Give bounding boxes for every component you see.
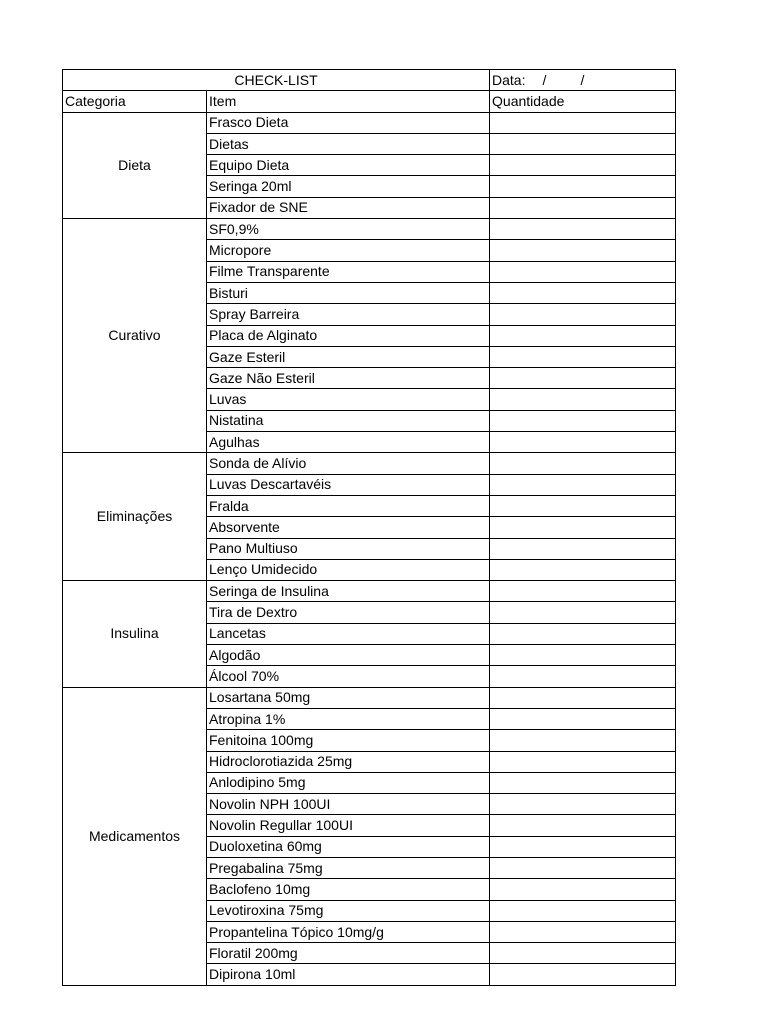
item-row bbox=[63, 687, 676, 708]
checklist-title: CHECK-LIST bbox=[63, 70, 490, 91]
checklist-table bbox=[62, 69, 676, 986]
quantity-cell[interactable] bbox=[490, 687, 676, 708]
quantity-cell[interactable] bbox=[490, 879, 676, 900]
item-cell: Gaze Não Esteril bbox=[207, 368, 490, 389]
quantity-cell[interactable] bbox=[490, 857, 676, 878]
quantity-cell[interactable] bbox=[490, 708, 676, 729]
quantity-cell[interactable] bbox=[490, 432, 676, 453]
item-cell: Equipo Dieta bbox=[207, 155, 490, 176]
item-cell: Álcool 70% bbox=[207, 666, 490, 687]
category-cell: Curativo bbox=[63, 219, 207, 453]
item-cell: Duoloxetina 60mg bbox=[207, 836, 490, 857]
quantity-cell[interactable] bbox=[490, 197, 676, 218]
quantity-cell[interactable] bbox=[490, 155, 676, 176]
quantity-cell[interactable] bbox=[490, 538, 676, 559]
category-cell: Dieta bbox=[63, 112, 207, 218]
quantity-cell[interactable] bbox=[490, 815, 676, 836]
item-cell: Seringa de Insulina bbox=[207, 581, 490, 602]
item-header: Item bbox=[207, 91, 490, 112]
quantity-cell[interactable] bbox=[490, 368, 676, 389]
date-separator: / bbox=[580, 71, 585, 88]
quantity-cell[interactable] bbox=[490, 581, 676, 602]
item-cell: Fralda bbox=[207, 495, 490, 516]
item-cell: Luvas Descartavéis bbox=[207, 474, 490, 495]
item-cell: Algodão bbox=[207, 645, 490, 666]
item-cell: Luvas bbox=[207, 389, 490, 410]
quantity-cell[interactable] bbox=[490, 623, 676, 644]
quantity-cell[interactable] bbox=[490, 176, 676, 197]
item-cell: Spray Barreira bbox=[207, 304, 490, 325]
quantity-cell[interactable] bbox=[490, 794, 676, 815]
title-row bbox=[63, 70, 676, 91]
item-cell: Lancetas bbox=[207, 623, 490, 644]
quantity-cell[interactable] bbox=[490, 453, 676, 474]
quantity-cell[interactable] bbox=[490, 304, 676, 325]
item-row bbox=[63, 581, 676, 602]
quantity-cell[interactable] bbox=[490, 836, 676, 857]
item-cell: Dipirona 10ml bbox=[207, 964, 490, 985]
item-cell: Pano Multiuso bbox=[207, 538, 490, 559]
item-cell: Floratil 200mg bbox=[207, 943, 490, 964]
quantity-cell[interactable] bbox=[490, 282, 676, 303]
item-cell: Seringa 20ml bbox=[207, 176, 490, 197]
quantity-cell[interactable] bbox=[490, 772, 676, 793]
quantity-cell[interactable] bbox=[490, 240, 676, 261]
quantity-cell[interactable] bbox=[490, 133, 676, 154]
item-cell: Bisturi bbox=[207, 282, 490, 303]
item-cell: Nistatina bbox=[207, 410, 490, 431]
item-cell: Lenço Umidecido bbox=[207, 559, 490, 580]
item-cell: Anlodipino 5mg bbox=[207, 772, 490, 793]
quantity-cell[interactable] bbox=[490, 517, 676, 538]
item-cell: Levotiroxina 75mg bbox=[207, 900, 490, 921]
item-cell: Losartana 50mg bbox=[207, 687, 490, 708]
category-header: Categoria bbox=[63, 91, 207, 112]
item-cell: Frasco Dieta bbox=[207, 112, 490, 133]
quantity-cell[interactable] bbox=[490, 389, 676, 410]
quantity-cell[interactable] bbox=[490, 495, 676, 516]
quantity-cell[interactable] bbox=[490, 602, 676, 623]
item-cell: Dietas bbox=[207, 133, 490, 154]
checklist-body bbox=[63, 70, 676, 986]
item-cell: SF0,9% bbox=[207, 219, 490, 240]
quantity-cell[interactable] bbox=[490, 559, 676, 580]
item-cell: Pregabalina 75mg bbox=[207, 857, 490, 878]
item-cell: Novolin Regullar 100UI bbox=[207, 815, 490, 836]
item-cell: Filme Transparente bbox=[207, 261, 490, 282]
quantity-cell[interactable] bbox=[490, 964, 676, 985]
item-cell: Atropina 1% bbox=[207, 708, 490, 729]
quantity-cell[interactable] bbox=[490, 730, 676, 751]
item-row bbox=[63, 453, 676, 474]
quantity-cell[interactable] bbox=[490, 943, 676, 964]
category-cell: Insulina bbox=[63, 581, 207, 687]
date-field[interactable] bbox=[490, 70, 676, 91]
quantity-cell[interactable] bbox=[490, 410, 676, 431]
item-row bbox=[63, 219, 676, 240]
item-cell: Hidroclorotiazida 25mg bbox=[207, 751, 490, 772]
quantity-cell[interactable] bbox=[490, 921, 676, 942]
quantity-cell[interactable] bbox=[490, 900, 676, 921]
quantity-header: Quantidade bbox=[490, 91, 676, 112]
quantity-cell[interactable] bbox=[490, 666, 676, 687]
item-cell: Agulhas bbox=[207, 432, 490, 453]
quantity-cell[interactable] bbox=[490, 325, 676, 346]
quantity-cell[interactable] bbox=[490, 219, 676, 240]
item-cell: Micropore bbox=[207, 240, 490, 261]
item-cell: Sonda de Alívio bbox=[207, 453, 490, 474]
quantity-cell[interactable] bbox=[490, 346, 676, 367]
date-label: Data: bbox=[492, 71, 526, 88]
quantity-cell[interactable] bbox=[490, 112, 676, 133]
quantity-cell[interactable] bbox=[490, 751, 676, 772]
date-separator: / bbox=[542, 71, 547, 88]
item-cell: Tira de Dextro bbox=[207, 602, 490, 623]
item-cell: Gaze Esteril bbox=[207, 346, 490, 367]
item-row bbox=[63, 112, 676, 133]
item-cell: Absorvente bbox=[207, 517, 490, 538]
category-cell: Medicamentos bbox=[63, 687, 207, 985]
item-cell: Novolin NPH 100UI bbox=[207, 794, 490, 815]
quantity-cell[interactable] bbox=[490, 474, 676, 495]
header-row bbox=[63, 91, 676, 112]
category-cell: Eliminações bbox=[63, 453, 207, 581]
quantity-cell[interactable] bbox=[490, 261, 676, 282]
item-cell: Baclofeno 10mg bbox=[207, 879, 490, 900]
item-cell: Placa de Alginato bbox=[207, 325, 490, 346]
item-cell: Fenitoina 100mg bbox=[207, 730, 490, 751]
quantity-cell[interactable] bbox=[490, 645, 676, 666]
item-cell: Fixador de SNE bbox=[207, 197, 490, 218]
item-cell: Propantelina Tópico 10mg/g bbox=[207, 921, 490, 942]
